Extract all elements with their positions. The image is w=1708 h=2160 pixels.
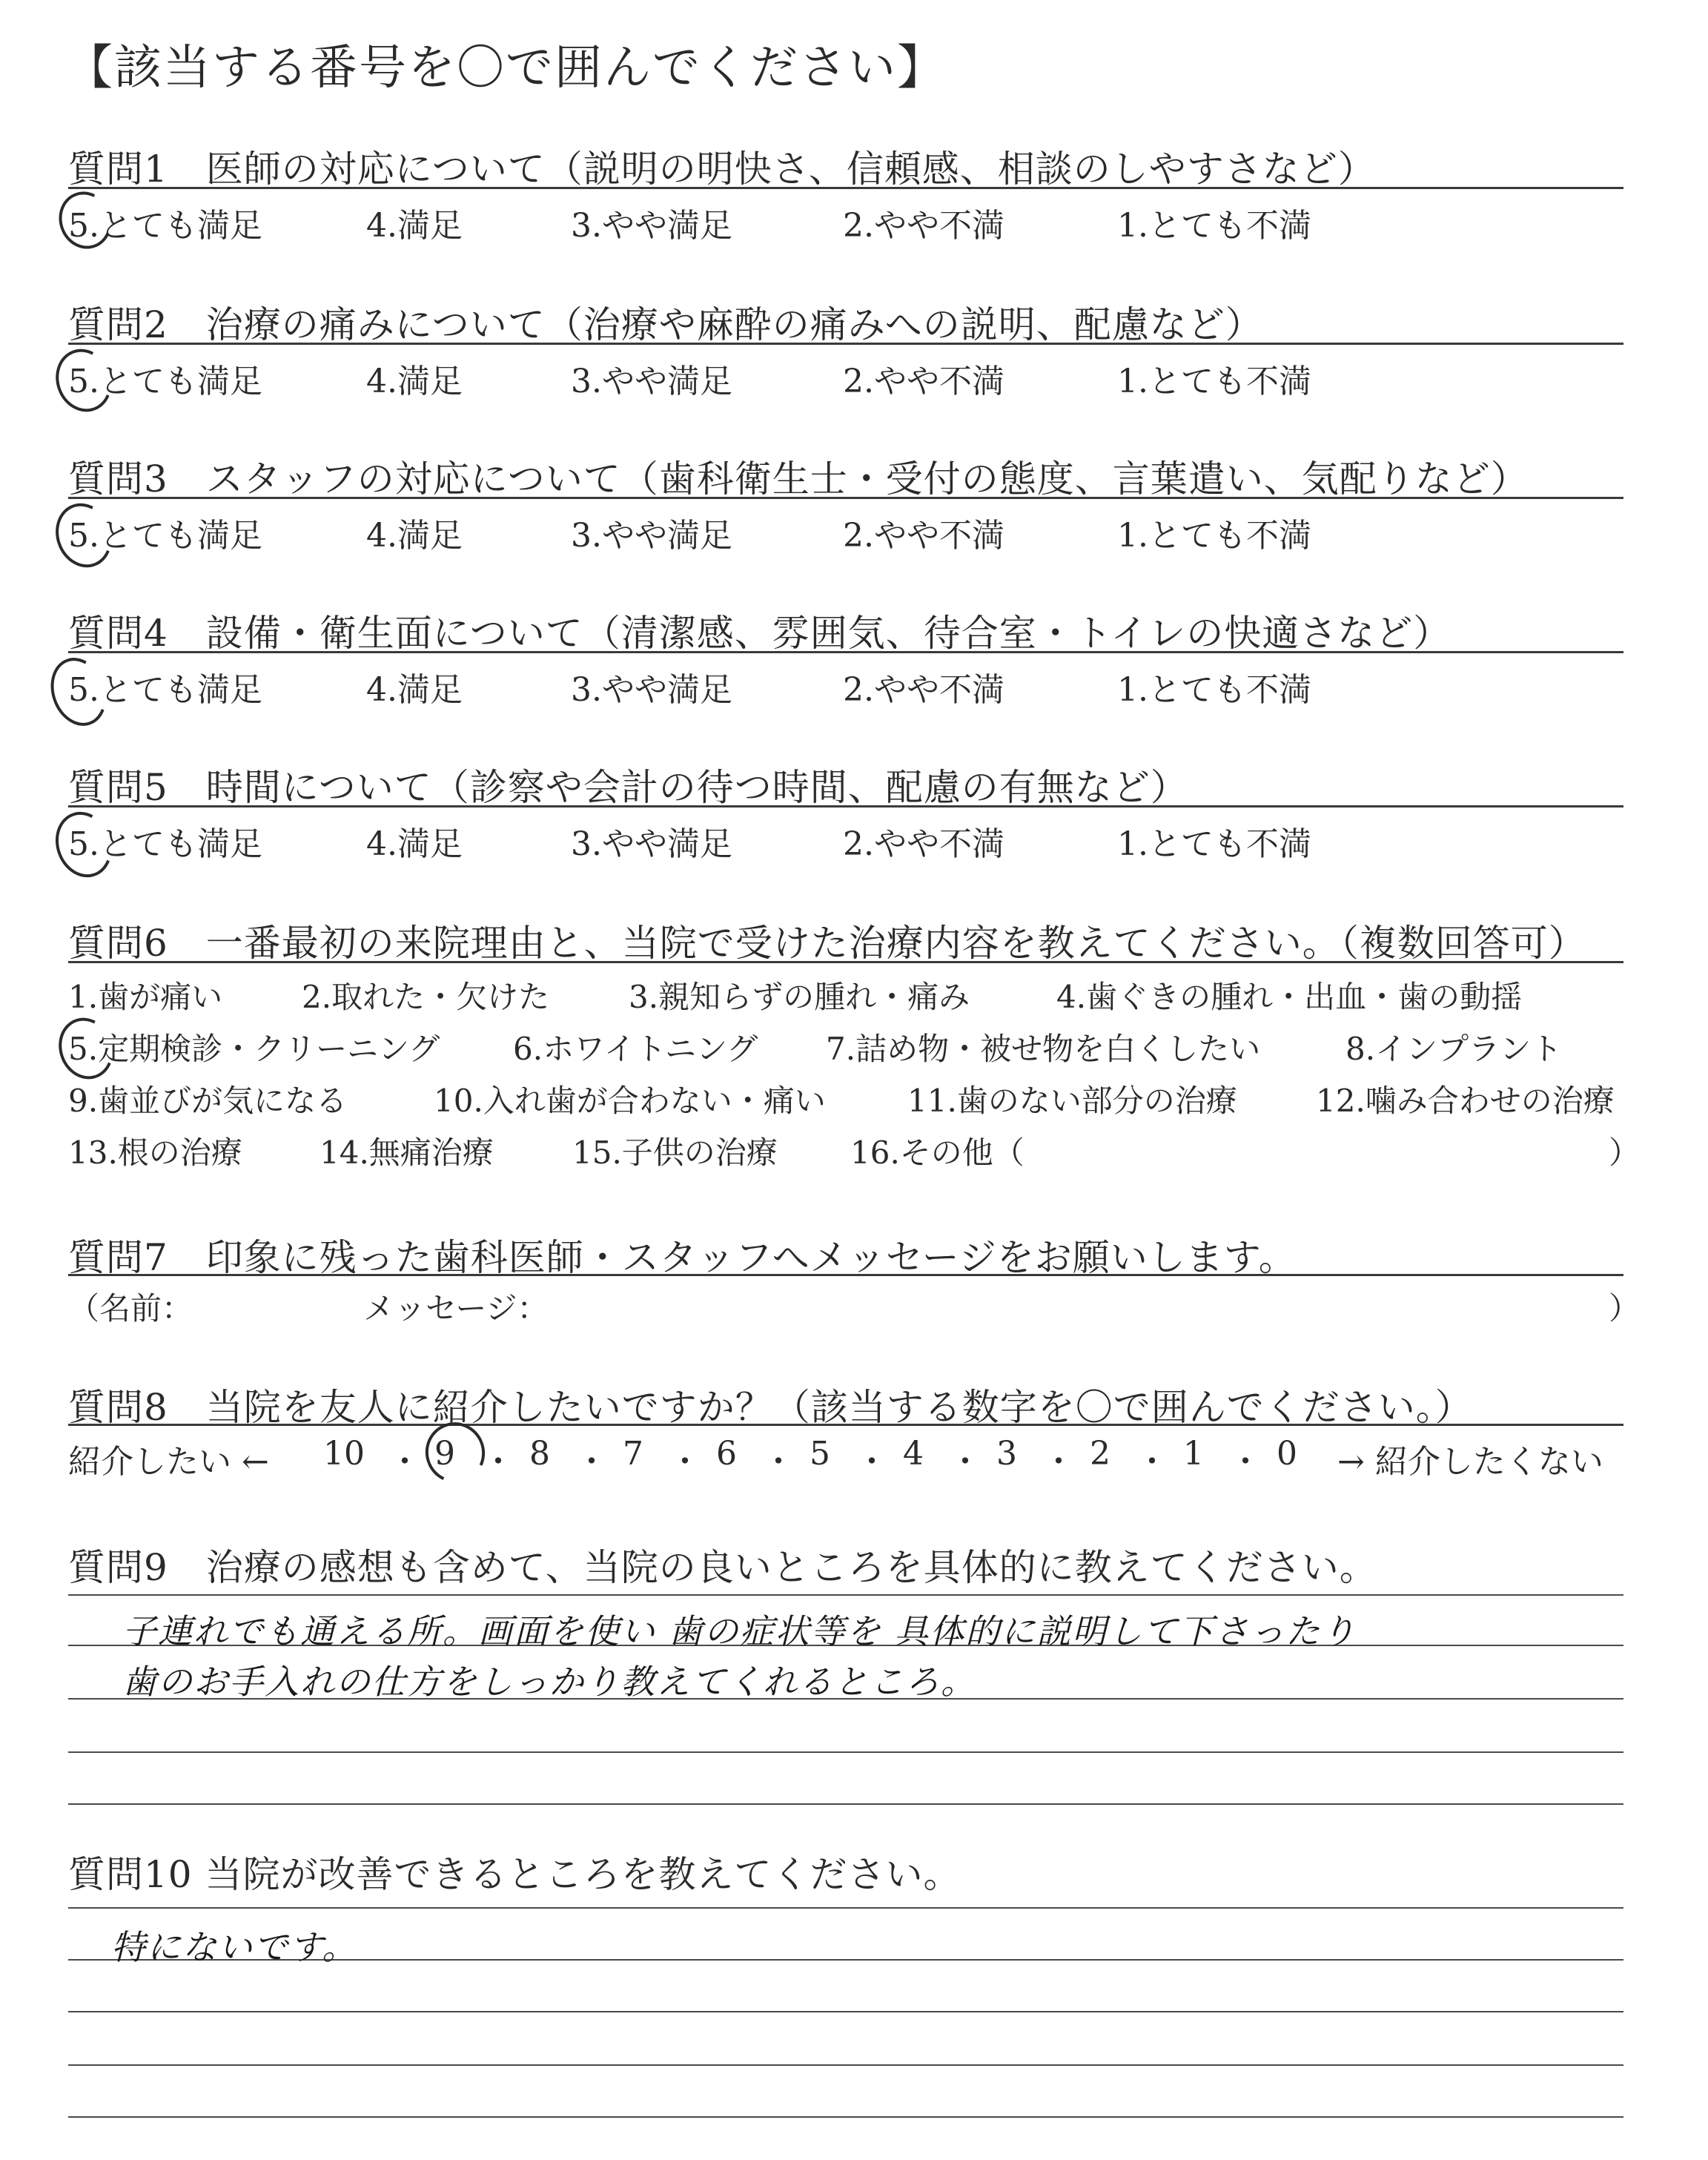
q8-sep: ・ [482, 1443, 514, 1481]
q7-message-label: メッセージ： [363, 1290, 549, 1327]
question-7-rule [68, 1274, 1623, 1276]
question-8-rule [68, 1424, 1623, 1426]
question-1-options [68, 199, 1632, 243]
q10-answer-line [68, 2116, 1623, 2118]
q8-scale-6[interactable]: 6 [716, 1435, 737, 1473]
q3-option-4[interactable]: 4.満足 [366, 517, 463, 555]
q2-selected-circle [47, 341, 121, 420]
q10-answer-line [68, 2064, 1623, 2066]
q10-answer-line [68, 1907, 1623, 1909]
question-7-label: 質問7 印象に残った歯科医師・スタッフへメッセージをお願いします。 [68, 1236, 1297, 1279]
q6-option-9[interactable]: 9.歯並びが気になる [68, 1083, 348, 1119]
q8-scale-10[interactable]: 10 [323, 1435, 365, 1473]
q8-sep: ・ [388, 1443, 421, 1481]
q6-row-1 [68, 973, 1632, 1017]
q8-scale-0[interactable]: 0 [1277, 1435, 1297, 1473]
q8-sep: ・ [1229, 1443, 1262, 1481]
q8-scale-5[interactable]: 5 [810, 1435, 830, 1473]
question-1-rule [68, 187, 1623, 189]
q6-row-2 [68, 1025, 1632, 1069]
q9-answer-line [68, 1803, 1623, 1805]
question-9-label: 質問9 治療の感想も含めて、当院の良いところを具体的に教えてください。 [68, 1546, 1377, 1589]
q4-option-3[interactable]: 3.やや満足 [571, 671, 732, 709]
q8-sep: ・ [1136, 1443, 1168, 1481]
q6-option-10[interactable]: 10.入れ歯が合わない・痛い [434, 1083, 826, 1119]
q1-option-4[interactable]: 4.満足 [366, 207, 463, 245]
q6-option-2[interactable]: 2.取れた・欠けた [302, 979, 550, 1015]
q1-option-5[interactable]: 5.とても満足 [68, 207, 262, 245]
q6-option-14[interactable]: 14.無痛治療 [320, 1135, 494, 1171]
q6-option-12[interactable]: 12.噛み合わせの治療 [1316, 1083, 1615, 1119]
q6-option-3[interactable]: 3.親知らずの腫れ・痛み [629, 979, 970, 1015]
q6-option-1[interactable]: 1.歯が痛い [68, 979, 223, 1015]
q6-other-close-paren: ） [1609, 1135, 1641, 1171]
q1-option-2[interactable]: 2.やや不満 [843, 207, 1004, 245]
q3-option-5[interactable]: 5.とても満足 [68, 517, 262, 555]
q10-answer-line [68, 2011, 1623, 2012]
q4-option-5[interactable]: 5.とても満足 [68, 671, 262, 709]
q6-option-4[interactable]: 4.歯ぐきの腫れ・出血・歯の動揺 [1056, 979, 1523, 1015]
q8-left-label: 紹介したい ← [68, 1443, 269, 1481]
question-2-options [68, 354, 1632, 399]
question-3-options [68, 509, 1632, 553]
q8-scale-4[interactable]: 4 [903, 1435, 924, 1473]
q2-option-1[interactable]: 1.とても不満 [1117, 363, 1311, 400]
question-1-label: 質問1 医師の対応について（説明の明快さ、信頼感、相談のしやすさなど） [68, 148, 1376, 191]
q8-sep: ・ [855, 1443, 888, 1481]
q3-option-1[interactable]: 1.とても不満 [1117, 517, 1311, 555]
q8-scale-3[interactable]: 3 [996, 1435, 1017, 1473]
q8-scale-1[interactable]: 1 [1183, 1435, 1204, 1473]
q8-right-label: → 紹介したくない [1337, 1443, 1603, 1481]
q6-selected-circle [50, 1010, 122, 1087]
q10-handwritten-line-1: 特にないです。 [111, 1927, 358, 1967]
q6-option-6[interactable]: 6.ホワイトニング [513, 1031, 758, 1067]
q3-option-3[interactable]: 3.やや満足 [571, 517, 732, 555]
question-5-options [68, 817, 1632, 862]
q9-handwritten-line-2: 歯のお手入れの仕方をしっかり教えてくれるところ。 [122, 1662, 976, 1702]
q5-option-4[interactable]: 4.満足 [366, 825, 463, 863]
q8-sep: ・ [575, 1443, 608, 1481]
question-4-label: 質問4 設備・衛生面について（清潔感、雰囲気、待合室・トイレの快適さなど） [68, 612, 1452, 655]
q2-option-2[interactable]: 2.やや不満 [843, 363, 1004, 400]
q5-option-2[interactable]: 2.やや不満 [843, 825, 1004, 863]
q8-scale-9[interactable]: 9 [434, 1435, 455, 1473]
question-5-label: 質問5 時間について（診察や会計の待つ時間、配慮の有無など） [68, 766, 1188, 809]
q8-scale-row [68, 1435, 1632, 1479]
q6-row-4 [68, 1129, 1641, 1173]
question-6-rule [68, 961, 1623, 963]
question-2-label: 質問2 治療の痛みについて（治療や麻酔の痛みへの説明、配慮など） [68, 303, 1263, 346]
q5-option-1[interactable]: 1.とても不満 [1117, 825, 1311, 863]
page-title: 【該当する番号を〇で囲んでください】 [65, 41, 946, 96]
q8-scale-8[interactable]: 8 [529, 1435, 550, 1473]
q5-option-3[interactable]: 3.やや満足 [571, 825, 732, 863]
question-2-rule [68, 343, 1623, 345]
q6-row-3 [68, 1077, 1632, 1121]
q6-option-11[interactable]: 11.歯のない部分の治療 [907, 1083, 1237, 1119]
q6-option-13[interactable]: 13.根の治療 [68, 1135, 242, 1171]
question-8-label: 質問8 当院を友人に紹介したいですか？（該当する数字を〇で囲んでください。） [68, 1386, 1473, 1429]
q9-answer-line [68, 1594, 1623, 1596]
question-5-rule [68, 805, 1623, 807]
q3-option-2[interactable]: 2.やや不満 [843, 517, 1004, 555]
question-10-label: 質問10 当院が改善できるところを教えてください。 [68, 1853, 961, 1896]
q4-option-2[interactable]: 2.やや不満 [843, 671, 1004, 709]
q2-option-3[interactable]: 3.やや満足 [571, 363, 732, 400]
q8-sep: ・ [762, 1443, 795, 1481]
q4-option-1[interactable]: 1.とても不満 [1117, 671, 1311, 709]
q3-selected-circle [47, 495, 121, 575]
q6-option-5[interactable]: 5.定期検診・クリーニング [68, 1031, 440, 1067]
q8-scale-7[interactable]: 7 [623, 1435, 643, 1473]
q8-sep: ・ [1042, 1443, 1075, 1481]
q5-option-5[interactable]: 5.とても満足 [68, 825, 262, 863]
q2-option-5[interactable]: 5.とても満足 [68, 363, 262, 400]
question-3-label: 質問3 スタッフの対応について（歯科衛生士・受付の態度、言葉遣い、気配りなど） [68, 458, 1529, 501]
question-6-label: 質問6 一番最初の来院理由と、当院で受けた治療内容を教えてください。（複数回答可） [68, 922, 1586, 965]
q7-name-label: （名前： [68, 1290, 193, 1327]
q8-sep: ・ [669, 1443, 701, 1481]
q7-close-paren: ） [1609, 1290, 1641, 1327]
q9-answer-line [68, 1751, 1623, 1753]
question-4-options [68, 663, 1632, 707]
q8-sep: ・ [949, 1443, 982, 1481]
q1-option-3[interactable]: 3.やや満足 [571, 207, 732, 245]
question-3-rule [68, 497, 1623, 499]
q9-handwritten-line-1: 子連れでも通える所。画面を使い 歯の症状等を 具体的に説明して下さったり [122, 1611, 1357, 1651]
q6-option-16[interactable]: 16.その他（ [850, 1135, 1025, 1171]
question-4-rule [68, 651, 1623, 653]
q5-selected-circle [47, 804, 121, 885]
q4-option-4[interactable]: 4.満足 [366, 671, 463, 709]
q6-option-8[interactable]: 8.インプラント [1345, 1031, 1563, 1067]
q6-option-15[interactable]: 15.子供の治療 [572, 1135, 778, 1171]
q2-option-4[interactable]: 4.満足 [366, 363, 463, 400]
q8-scale-2[interactable]: 2 [1090, 1435, 1110, 1473]
q6-option-7[interactable]: 7.詰め物・被せ物を白くしたい [826, 1031, 1261, 1067]
q1-option-1[interactable]: 1.とても不満 [1117, 207, 1311, 245]
